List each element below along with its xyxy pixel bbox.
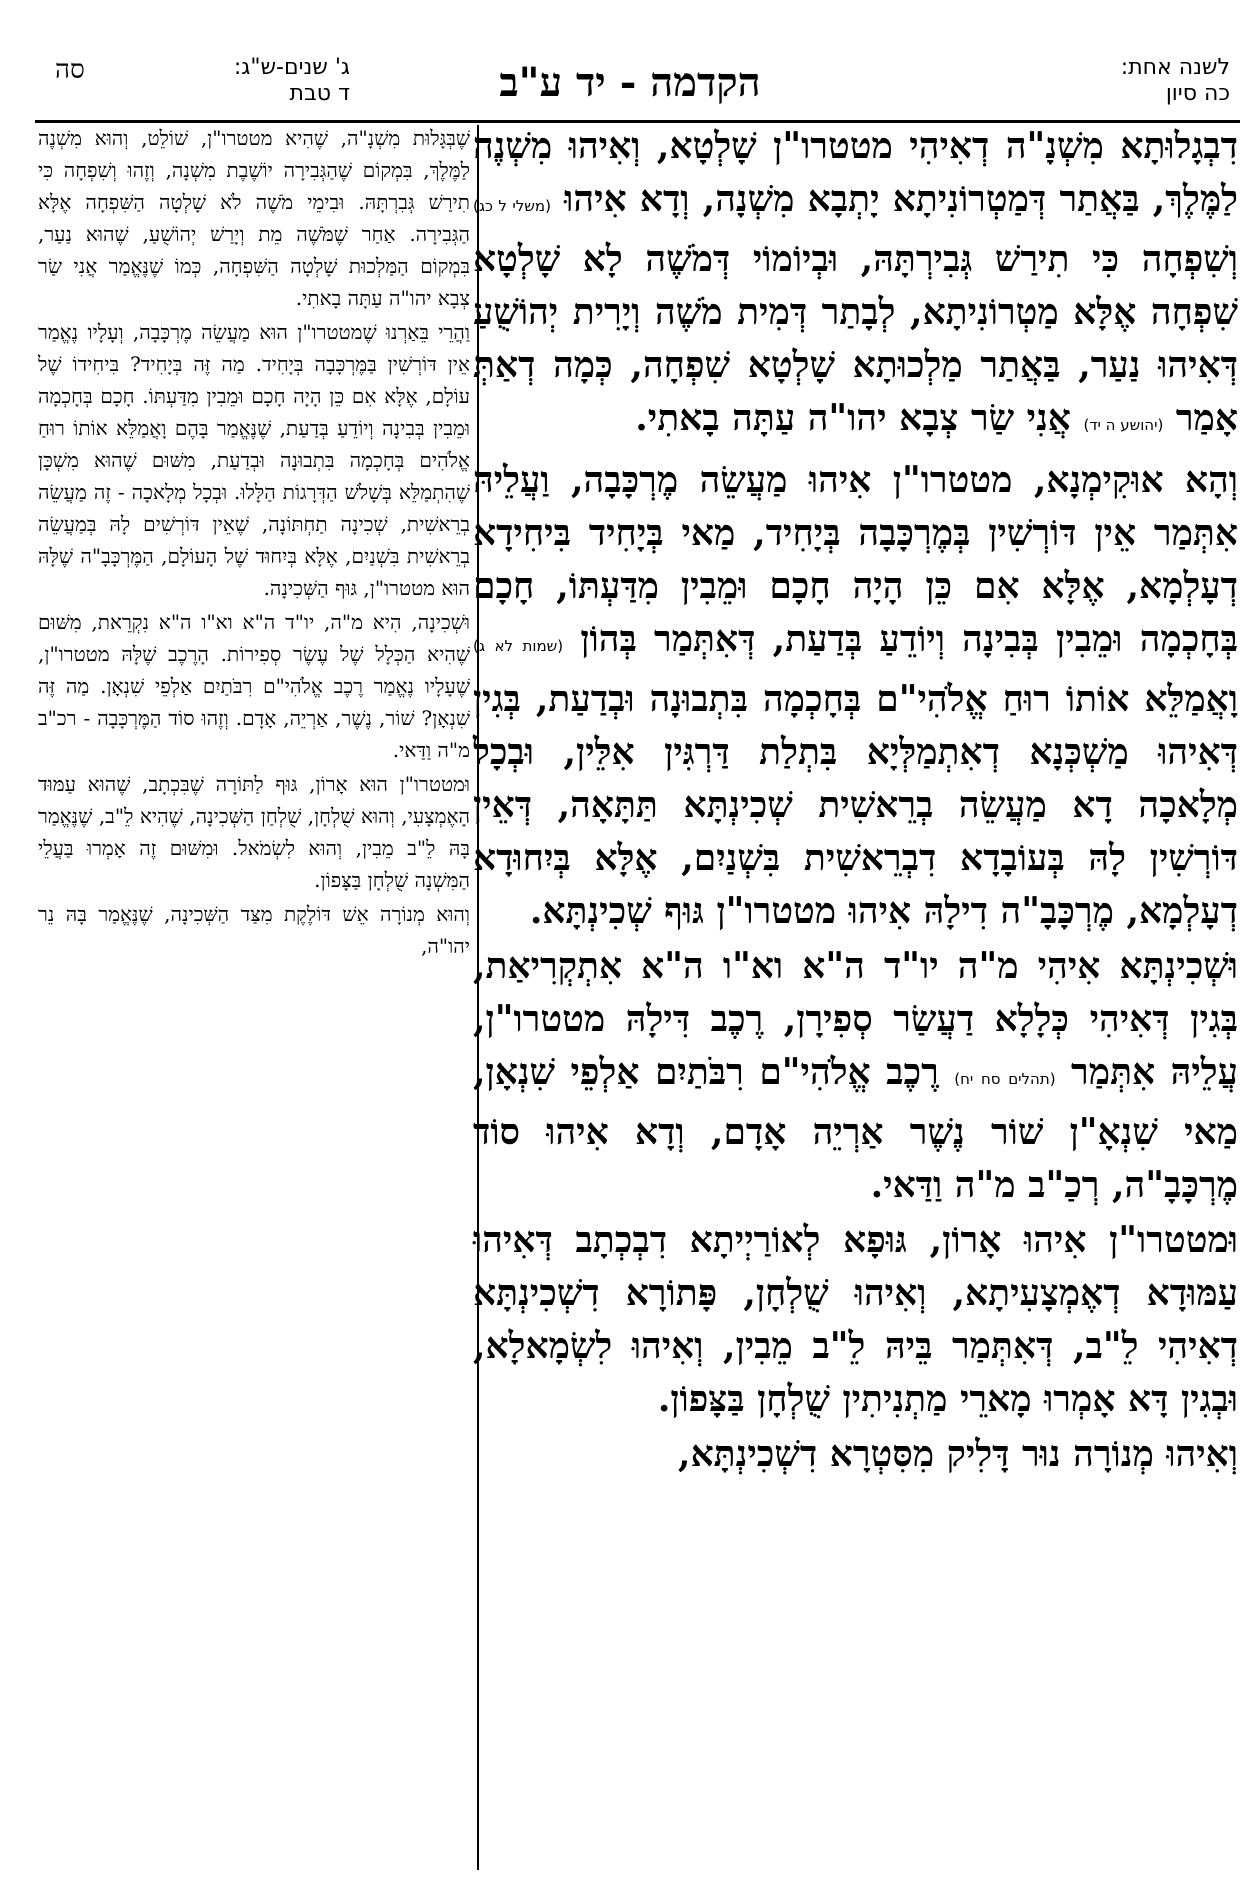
main-paragraph-1 <box>473 120 1238 452</box>
translation-paragraph-5: וְהוּא מְנוֹרָה אֵשׁ דּוֹלֶקֶת מִצַּד הַשְּׁכִינָה, שֶׁנֶּאֱמַר בָּהּ נֵר יהו"ה, <box>38 902 470 958</box>
main-paragraph-4: וּמטטרו"ן אִיהוּ אָרוֹן, גּוּפָא לְאוֹרַיְיתָא דִבְכְתָב דְּאִיהוּ עַמּוּדָא דְאֶמְצָעִיתָא, וְאִיהוּ שֻׁלְחָן, פָּתוֹרָא דִשְׁכִינְתָּא דְאִיהִי לֵ"ב, דְּאִתְּמַר בֵּיהּ לֵ"ב מֵבִין, וְאִיהוּ לִשְׂמָאלָא, וּבְגִין דָּא אָמְרוּ מָארֵי מַתְנִיתִין שֻׁלְחָן בַּצָּפוֹן. <box>473 1219 1238 1420</box>
translation-paragraph-1: שֶׁבְּגָּלוּת מִשְׁנָ"ה, שֶׁהִיא מטטרו"ן, שׁוֹלֵט, וְהוּא מִשְׁנֶה לַמֶּלֶךְ, בִּמְקוֹם שֶׁהַגְּבִירָה יוֹשֶׁבֶת מִשְׁנָה, וְזֶהוּ וְשִׁפְחָה כִּי תִירַשׁ גְּבִרְתָּהּ. וּבִימֵי מֹשֶׁה לֹא שָׁלְטָה הַשִּׁפְחָה אֶלָּא הַגְּבִירָה. אַחַר שֶׁמֹּשֶׁה מֵת וְיָרַשׁ יְהוֹשֻׁעַ, שֶׁהוּא נַעַר, בִּמְקוֹם הַמַּלְכוּת שָׁלְטָה הַשִּׁפְחָה, כְּמוֹ שֶׁנֶּאֱמַר אֲנִי שַׂר צְבָא יהו"ה עַתָּה בָאתִי. <box>38 126 470 310</box>
page-header <box>0 55 1260 120</box>
daily-schedule-three-years <box>150 55 350 107</box>
main-text-column <box>473 120 1238 1481</box>
schedule-label: ג' שנים-ש"ג: <box>233 55 350 80</box>
main-text: וָאֲמַלֵּא אוֹתוֹ רוּחַ אֱלֹהִי"ם בְּחָכְמָה בִּתְבוּנָה וּבְדַעַת, בְּגִין דְּאִיהוּ מַשְׁכְּנָא דְאִתְמַלְּיָא בִּתְלַת דַּרְגִּין אִלֵּין, וּבְכָל מְלָאכָה דָא מַעֲשֵׂה בְרֵאשִׁית שְׁכִינְתָּא תַּתָּאָה, דְּאֵין דּוֹרְשִׁין לָהּ בְּעוֹבָדָא דִבְרֵאשִׁית בִּשְׁנַיִם, אֶלָּא בְּיִחוּדָא דְעָלְמָא, מֶרְכָּבָ"ה דִילָהּ אִיהוּ מטטרו"ן גּוּף שְׁכִינְתָּא. <box>473 678 1238 932</box>
translation-paragraph-3: וּשְׁכִינָה, הִיא מ"ה, יו"ד ה"א וא"ו ה"א נִקְרֵאת, מִשּׁוּם שֶׁהִיא הַכְּלָל שֶׁל עֶשֶׂר סְפִירוֹת. הָרֶכֶב שֶׁלָּהּ מטטרו"ן, שֶׁעָלָיו נֶאֱמַר רֶכֶב אֱלֹהִי"ם רִבֹּתַיִם אַלְפֵי שִׁנְאָן. מַה זֶּה שִׁנְאָן? שׁוֹר, נֶשֶׁר, אַרְיֵה, אָדָם. וְזֶהוּ סוֹד הַמֶּרְכָּבָה - רכ"ב מ"ה וַדַּאי. <box>38 610 470 762</box>
page-title: הקדמה - יד ע"ב <box>499 59 761 106</box>
main-text: וּשְׁכִינְתָּא אִיהִי מ"ה יו"ד ה"א וא"ו ה"א אִתְקְרִיאַת, בְּגִין דְּאִיהִי כְּלָלָא דַעֲשַׂר סְפִירָן, רֶכֶב דִּילָהּ מטטרו"ן, עֲלֵיהּ אִתְּמַר <box>473 945 1238 1093</box>
schedule-date: כה סיון <box>1165 81 1230 106</box>
main-paragraph-3 <box>473 940 1238 1212</box>
schedule-date: ד טבת <box>289 81 350 106</box>
main-paragraph-2 <box>473 454 1238 938</box>
translation-paragraph-2: וַהֲרֵי בֵּאַרְנוּ שֶׁמטטרו"ן הוּא מַעֲשֵׂה מֶרְכָּבָה, וְעָלָיו נֶאֱמַר אֵין דּוֹרְשִׁין בַּמֶּרְכָּבָה בְּיָחִיד. מַה זֶּה בְּיָחִיד? בִּיחִידוֹ שֶׁל עוֹלָם, אֶלָּא אִם כֵּן הָיָה חָכָם וּמֵבִין מִדַּעְתּוֹ. חָכָם בְּחָכְמָה וּמֵבִין בְּבִינָה וְיוֹדֵעַ בְּדַעַת, שֶׁנֶּאֱמַר בָּהֶם וָאֲמַלֵּא אוֹתוֹ רוּחַ אֱלֹהִים בְּחָכְמָה בִּתְבוּנָה וּבְדַעַת, מִשּׁוּם שֶׁהוּא מִשְׁכָּן שֶׁהִתְמַלֵּא בְּשָׁלֹשׁ הַדְּרָגוֹת הַלָּלוּ. וּבְכָל מְלָאכָה - זֶה מַעֲשֵׂה בְרֵאשִׁית, שְׁכִינָה תַחְתּוֹנָה, שֶׁאֵין דּוֹרְשִׁים לָהּ בְּמַעֲשֵׂה בְרֵאשִׁית בִּשְׁנַיִם, אֶלָּא בְּיִחוּד שֶׁל הָעוֹלָם, הַמֶּרְכָּבָ"ה שֶׁלָּהּ הוּא מטטרו"ן, גּוּף הַשְּׁכִינָה. <box>38 320 470 600</box>
main-paragraph-5: וְאִיהוּ מְנוֹרָה נוּר דָּלִיק מִסִּטְרָא דִשְׁכִינְתָּא, <box>678 1433 1238 1475</box>
main-text: וְשִׁפְחָה כִּי תִירַשׁ גְּבִירְתָּהּ, וּבְיוֹמוֹי דְּמֹשֶׁה לָא שָׁלְטָא שִׁפְחָה אֶלָּא מַטְרוֹנִיתָא, לְבָתַר דְּמִית מֹשֶׁה וְיָרִית יְהוֹשֻׁעַ דְּאִיהוּ נַעַר, בַּאֲתַר מַלְכוּתָא שָׁלְטָא שִׁפְחָה, כְּמָה דְאַתְּ אָמַר <box>473 238 1238 439</box>
translation-paragraph-4: וּמטטרו"ן הוּא אָרוֹן, גּוּף לַתּוֹרָה שֶׁבִּכְתָב, שֶׁהוּא עַמּוּד הָאֶמְצָעִי, וְהוּא שֻׁלְחָן, שֻׁלְחַן הַשְּׁכִינָה, שֶׁהִיא לֵ"ב, שֶׁנֶּאֱמַר בָּהּ לֵ"ב מֵבִין, וְהוּא לִשְׂמֹאל. וּמִשּׁוּם זֶה אָמְרוּ בַּעֲלֵי הַמִּשְׁנָה שֻׁלְחָן בַּצָּפוֹן. <box>38 772 470 892</box>
main-text: וְהָא אוּקִימְנָא, מטטרו"ן אִיהוּ מַעֲשֵׂה מֶרְכָּבָה, וַעֲלֵיהּ אִתְּמַר אֵין דּוֹרְשִׁין בְּמֶרְכָּבָה בְּיָחִיד, מַאי בְּיָחִיד בִּיחִידָא דְעָלְמָא, אֶלָּא אִם כֵּן הָיָה חָכָם וּמֵבִין מִדַּעְתּוֹ, חָכָם בְּחָכְמָה וּמֵבִין בְּבִינָה וְיוֹדֵעַ בְּדַעַת, דְּאִתְּמַר בְּהוֹן <box>473 459 1238 660</box>
main-text: אֲנִי שַׂר צְבָא יהו"ה עַתָּה בָאתִי. <box>635 397 1071 439</box>
main-text: דִבְגָלוּתָא מִשְׁנָ"ה דְאִיהִי מטטרו"ן שָׁלְטָא, וְאִיהוּ מִשְׁנֶה לַמֶּלֶךְ, בַּאֲתַר דְּמַטְרוֹנִיתָא יָתְבָא מִשְׁנָה, וְדָא אִיהוּ <box>473 125 1239 220</box>
daily-schedule-one-year <box>1000 55 1230 107</box>
source-reference: (שמות לא ג) <box>473 637 564 655</box>
source-reference: (משלי ל כג) <box>473 197 551 215</box>
source-reference: (תהלים סח יח) <box>954 1070 1056 1088</box>
translation-column <box>38 122 470 962</box>
main-text: רֶכֶב אֱלֹהִי"ם רִבֹּתַיִם אַלְפֵי שִׁנְאָן, מַאי שִׁנְאָ"ן שׁוֹר נֶשֶׁר אַרְיֵה אָדָם, וְדָא אִיהוּ סוֹד מֶרְכָּבָ"ה, רְכַ"ב מ"ה וַדַּאי. <box>473 1051 1238 1206</box>
source-reference: (יהושע ה יד) <box>1083 416 1164 434</box>
schedule-label: לשנה אחת: <box>1120 55 1230 80</box>
page-number: סה <box>55 55 85 85</box>
